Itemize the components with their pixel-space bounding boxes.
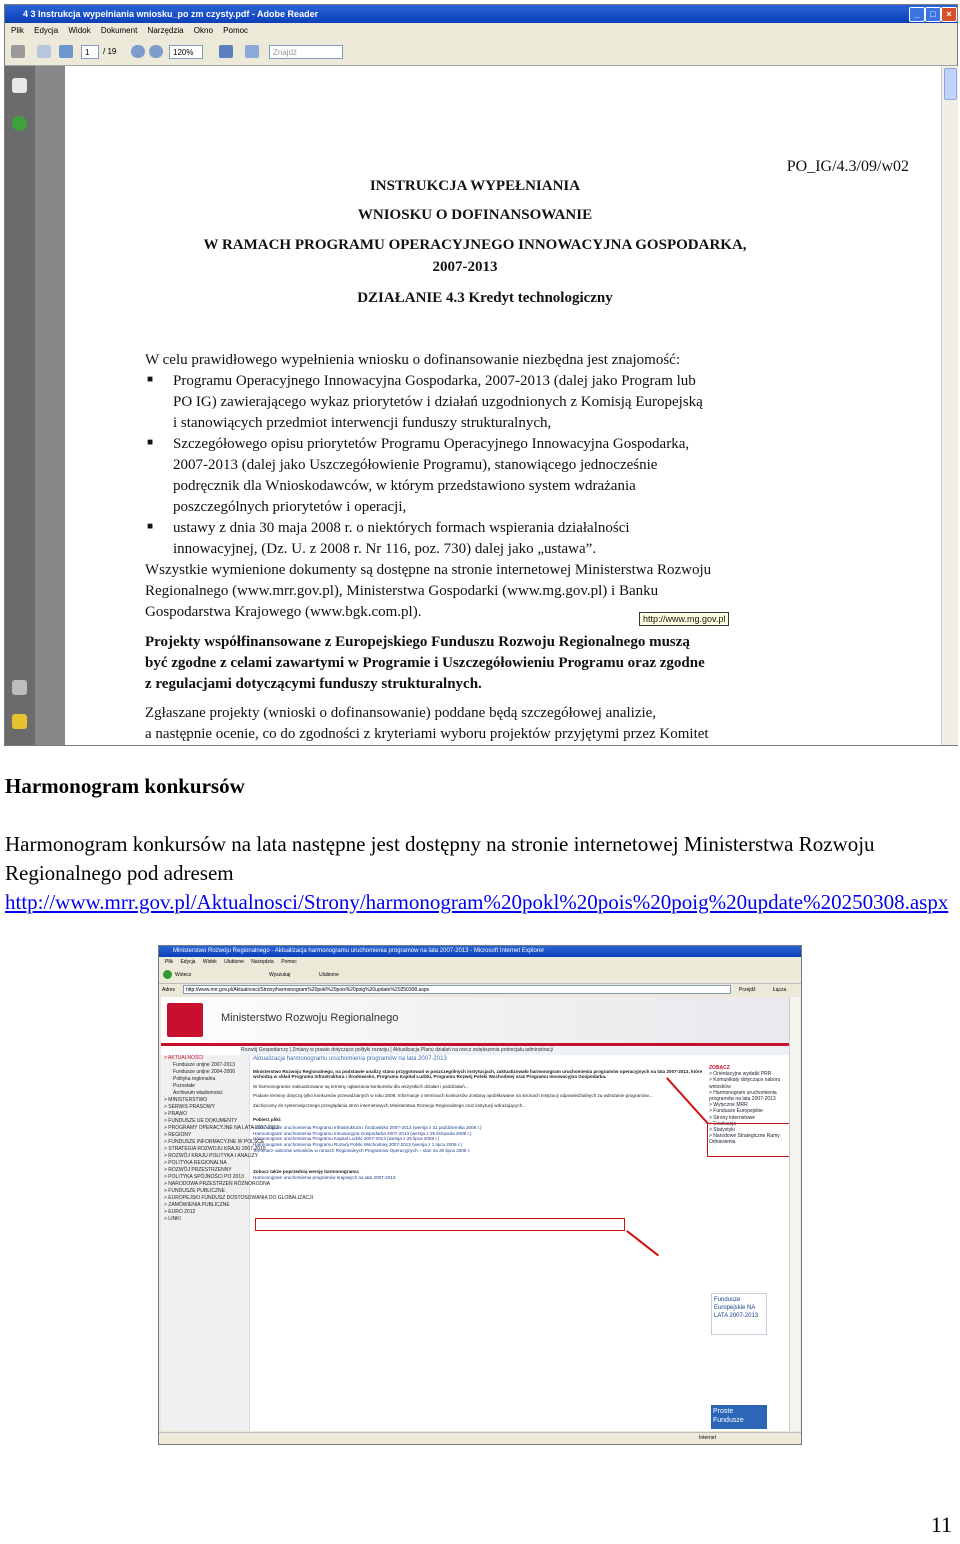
menu-item-window[interactable]: Okno	[193, 26, 213, 35]
go-button[interactable]: Przejdź	[739, 987, 756, 993]
minimize-icon[interactable]: _	[909, 7, 925, 22]
main-paragraph: Podane terminy dotyczą tylko konkursów przewidzianych w roku 2008. Informacje o terminach konkursów zostaną opublikowane na stronach instytucji odpowiedzialnych za wdrażanie programów...	[253, 1093, 653, 1099]
fit-page-icon[interactable]	[219, 45, 233, 58]
eu-funds-banner[interactable]: Fundusze Europejskie NA LATA 2007-2013	[711, 1293, 767, 1335]
previous-version-link[interactable]: Harmonogram uruchomienia programów krajowych na lata 2007-2013	[253, 1174, 396, 1180]
pdf-intro: W celu prawidłowego wypełnienia wniosku o dofinansowanie niezbędna jest znajomość:	[145, 352, 680, 368]
bullet-icon: ■	[147, 374, 154, 385]
zoom-field[interactable]: 120%	[169, 45, 203, 59]
menu-item-document[interactable]: Dokument	[100, 26, 138, 35]
left-menu-item[interactable]: > ROZWÓJ PRZESTRZENNY	[164, 1167, 232, 1173]
left-menu-item[interactable]: > SERWIS PRASOWY	[164, 1104, 215, 1110]
bullet-icon: ■	[147, 437, 154, 448]
site-top-navigation[interactable]: Rozwój Gospodarczy | Zmiany w prawie dotyczące polityki rozwoju | Aktualizacja Planu działań na rzecz zwiększenia potencjału administracji	[241, 1046, 789, 1055]
file-link-innowacyjna-gospodarka[interactable]: Harmonogram uruchomienia Programu Innowacyjna Gospodarka 2007-2013 (wersja z 25 listopada 2008 r.)	[253, 1130, 472, 1136]
left-menu-item[interactable]: > PROGRAMY OPERACYJNE NA LATA 2007-2013	[164, 1125, 279, 1131]
left-menu-item[interactable]: > FUNDUSZE UE DOKUMENTY	[164, 1118, 238, 1124]
pdf-title-line-3: W RAMACH PROGRAMU OPERACYJNEGO INNOWACYJNA GOSPODARKA,	[203, 237, 747, 253]
pdf-page	[65, 66, 941, 745]
ie-menu-file[interactable]: Plik	[165, 959, 174, 965]
document-code: PO_IG/4.3/09/w02	[786, 158, 909, 175]
ie-status-bar	[159, 1432, 801, 1444]
search-button[interactable]: Wyszukaj	[269, 972, 291, 978]
left-menu-item[interactable]: > FUNDUSZE PUBLICZNE	[164, 1188, 225, 1194]
harmonogram-link[interactable]: http://www.mrr.gov.pl/Aktualnosci/Strony/harmonogram%20pokl%20pois%20poig%20update%20250308.aspx	[5, 890, 949, 914]
pdf-bullet-line: podręcznik dla Wnioskodawców, w którym przedstawiono system wdrażania	[173, 478, 636, 494]
left-menu-item[interactable]: > AKTUALNOŚCI	[164, 1055, 204, 1061]
menu-item-edit[interactable]: Edycja	[34, 26, 59, 35]
left-menu-item[interactable]: > FUNDUSZE INFORMACYJNE W POLSCE	[164, 1139, 265, 1145]
ie-menu-tools[interactable]: Narzędzia	[251, 959, 274, 965]
full-screen-icon[interactable]	[245, 45, 259, 58]
site-right-column	[709, 1055, 787, 1431]
reader-navigation-sidebar	[5, 66, 35, 745]
pdf-bullet-line: poszczególnych priorytetów i operacji,	[173, 499, 407, 515]
page-heading: Aktualizacja harmonogramu uruchomienia programów na lata 2007-2013	[253, 1056, 447, 1062]
pdf-title-line-5: DZIAŁANIE 4.3 Kredyt technologiczny	[357, 290, 613, 306]
pdf-body-line: Gospodarstwa Krajowego (www.bgk.com.pl).	[145, 604, 422, 620]
find-field[interactable]: Znajdź	[269, 45, 343, 59]
pdf-body-line: a następnie ocenie, co do zgodności z kryteriami wyboru projektów przyjętymi przez Komitet	[145, 726, 709, 742]
left-menu-item[interactable]: > ROZWÓJ KRAJU POLITYKA I ANALIZY	[164, 1153, 259, 1159]
reader-gutter	[35, 66, 65, 745]
ie-vertical-scrollbar[interactable]	[789, 997, 800, 1431]
file-link[interactable]: Harmonogram uruchomienia Programu Rozwój Polski Wschodniej 2007-2013 (wersja z 1 lipca 2008 r.)	[253, 1141, 462, 1147]
pdf-bullet-line: 2007-2013 (dalej jako Uszczegółowienie Programu), stanowiącego jednocześnie	[173, 457, 658, 473]
pdf-bullet-line: PO IG) zawierającego wykaz priorytetów i działań uzgodnionych z Komisją Europejską	[173, 394, 703, 410]
file-link[interactable]: Terminarz naborów wniosków w ramach Regionalnych Programów Operacyjnych – stan na 30 lipca 2008 r.	[253, 1147, 471, 1153]
left-menu-item[interactable]: > LINKI	[164, 1216, 181, 1222]
right-link[interactable]: > Fundusze Europejskie	[709, 1108, 763, 1115]
pdf-bold-line: być zgodne z celami zawartymi w Programie i Uszczegółowieniu Programu oraz zgodne	[145, 655, 705, 671]
print-icon[interactable]	[11, 45, 25, 58]
attachment-icon[interactable]	[12, 680, 27, 695]
paragraph-text: Harmonogram konkursów na lata następne jest dostępny na stronie internetowej Ministerstwa Rozwoju Regionalnego pod adresem	[5, 832, 875, 885]
close-icon[interactable]: ×	[941, 7, 957, 22]
left-menu-item[interactable]: > EURO 2012	[164, 1209, 196, 1215]
link-tooltip: http://www.mg.gov.pl	[639, 612, 729, 626]
left-menu-item[interactable]: > POLITYKA SPÓJNOŚCI PO 2013	[164, 1174, 244, 1180]
pdf-bullet-line: innowacyjnej, (Dz. U. z 2008 r. Nr 116, poz. 730) dalej jako „ustawa”.	[173, 541, 597, 557]
section-heading: Harmonogram konkursów	[5, 774, 245, 798]
right-link[interactable]: > Narodowe Strategiczne Ramy Odniesienia	[709, 1133, 780, 1146]
ie-menu-bar	[159, 957, 801, 967]
right-link[interactable]: > Wytyczne MRR	[709, 1102, 748, 1109]
left-menu-item[interactable]: > EUROPEJSKI FUNDUSZ DOSTOSOWANIA DO GLOBALIZACJI	[164, 1195, 314, 1201]
left-menu-item[interactable]: Fundusze unijne 2004-2006	[173, 1069, 235, 1075]
favorites-button[interactable]: Ulubione	[319, 972, 339, 978]
pdf-bold-line: z regulacjami dotyczącymi funduszy strukturalnych.	[145, 676, 482, 692]
pdf-body-line: Regionalnego (www.mrr.gov.pl), Ministerstwa Gospodarki (www.mg.gov.pl) i Banku	[145, 583, 659, 599]
left-menu-item[interactable]: > POLITYKA REGIONALNA	[164, 1160, 227, 1166]
pdf-bullet-line: ustawy z dnia 30 maja 2008 r. o niektórych formach wspierania działalności	[173, 520, 630, 536]
main-paragraph: W harmonogramie zaktualizowane są terminy ogłaszania konkursów dla wszystkich działań i poddziałań...	[253, 1083, 469, 1089]
proste-fundusze-banner[interactable]: Proste Fundusze	[711, 1405, 767, 1429]
zoom-in-icon[interactable]	[149, 45, 163, 58]
internet-explorer-screenshot	[158, 945, 802, 1445]
page-total-label: / 19	[103, 47, 117, 56]
menu-item-tools[interactable]: Narzędzia	[147, 26, 184, 35]
right-link[interactable]: > Ewaluacja	[709, 1120, 737, 1127]
right-link[interactable]: > Statystyki	[709, 1127, 735, 1134]
reader-toolbar	[5, 39, 957, 66]
site-main-content	[253, 1057, 707, 1307]
reader-title-bar	[5, 5, 957, 23]
right-heading: ZOBACZ	[709, 1065, 730, 1071]
highlight-box-file	[255, 1218, 625, 1231]
pdf-title-line-1: INSTRUKCJA WYPEŁNIANIA	[369, 178, 581, 194]
pdf-body-line: Wszystkie wymienione dokumenty są dostępne na stronie internetowej Ministerstwa Rozwoju	[145, 562, 712, 578]
reader-vertical-scrollbar[interactable]	[941, 66, 958, 745]
scrollbar-thumb[interactable]	[944, 68, 957, 100]
right-link-harmonogram[interactable]: > Harmonogram uruchomienia programów na lata 2007-2013	[709, 1089, 777, 1103]
menu-item-view[interactable]: Widok	[68, 26, 91, 35]
page-number: 11	[930, 1512, 952, 1537]
back-button[interactable]: Wstecz	[175, 972, 192, 978]
pdf-body-line: Zgłaszane projekty (wnioski o dofinansowanie) poddane będą szczegółowej analizie,	[145, 705, 657, 721]
comments-icon[interactable]	[12, 714, 27, 729]
pdf-bullet-line: Szczegółowego opisu priorytetów Programu Operacyjnego Innowacyjna Gospodarka,	[173, 436, 690, 452]
pdf-title-line-2: WNIOSKU O DOFINANSOWANIE	[357, 207, 593, 223]
pdf-title-line-4: 2007-2013	[432, 259, 498, 275]
previous-page-icon[interactable]	[37, 45, 51, 58]
links-label: Łącza	[773, 987, 787, 993]
left-menu-item[interactable]: Polityka regionalna	[173, 1076, 216, 1082]
help-icon[interactable]	[12, 116, 27, 131]
highlight-box-right	[707, 1120, 795, 1157]
left-menu-item[interactable]: Pozostałe	[173, 1083, 195, 1089]
eagle-emblem-icon	[167, 1003, 203, 1037]
left-menu-item[interactable]: > MINISTERSTWO	[164, 1097, 208, 1103]
site-name: Ministerstwo Rozwoju Regionalnego	[221, 1012, 399, 1024]
right-link[interactable]: > Strony internetowe	[709, 1114, 755, 1121]
menu-item-help[interactable]: Pomoc	[223, 26, 249, 35]
left-menu-item[interactable]: > PRAWO	[164, 1111, 188, 1117]
maximize-icon[interactable]: □	[925, 7, 941, 22]
back-icon[interactable]	[163, 970, 172, 979]
reader-menu-bar	[5, 23, 957, 39]
adobe-reader-screenshot	[4, 4, 958, 746]
main-paragraph: Ministerstwo Rozwoju Regionalnego, na podstawie analizy stanu przygotowań w poszczególnych instytucjach, zaktualizowało harmonogram uruchomienia programów operacyjnych na lata 2007-2013, które wchodzą w skład Programu Infrastruktura i Środowisko, Programu Kapitał Ludzki, Programu Rozwój Polski Wschodniej oraz Programu Innowacyjna Gospodarka.	[253, 1068, 703, 1080]
left-menu-item[interactable]: > ZAMÓWIENIA PUBLICZNE	[164, 1202, 230, 1208]
right-link[interactable]: > Komunikaty dotyczące naboru wniosków	[709, 1077, 781, 1090]
address-label: Adres	[162, 987, 176, 993]
address-field[interactable]: http://www.mrr.gov.pl/Aktualnosci/Strony/harmonogram%20pokl%20pois%20poig%20update%20250308.aspx	[183, 985, 731, 994]
body-paragraph	[5, 830, 957, 917]
files-heading: Pobierz pliki:	[253, 1116, 282, 1122]
status-zone: Internet	[699, 1435, 716, 1441]
web-page-content	[161, 997, 789, 1431]
ie-menu-favorites[interactable]: Ulubione	[224, 959, 244, 965]
left-menu-item[interactable]: Archiwum wiadomości	[173, 1090, 223, 1096]
left-menu-item[interactable]: > NARODOWA PRZESTRZEŃ RÓŻNORODNA	[164, 1181, 271, 1187]
ie-menu-help[interactable]: Pomoc	[281, 959, 297, 965]
left-menu-item[interactable]: > STRATEGIA ROZWOJU KRAJU 2007-2015	[164, 1146, 266, 1152]
main-paragraph: Zachęcamy do systematycznego przeglądania stron internetowych Ministerstwa Rozwoju Regionalnego oraz instytucji wdrażających...	[253, 1102, 526, 1108]
previous-version-heading: Zobacz także poprzednią wersję harmonogramu:	[253, 1169, 360, 1175]
file-link[interactable]: Harmonogram uruchomienia Programu Kapitał Ludzki 2007-2013 (wersja z 25 lipca 2008 r.)	[253, 1136, 440, 1142]
site-banner	[161, 997, 789, 1046]
pdf-bullet-line: i stanowiących przedmiot interwencji funduszy strukturalnych,	[173, 415, 552, 431]
left-menu-item[interactable]: Fundusze unijne 2007-2013	[173, 1062, 235, 1068]
pdf-bullet-line: Programu Operacyjnego Innowacyjna Gospodarka, 2007-2013 (dalej jako Program lub	[173, 373, 696, 389]
ie-menu-edit[interactable]: Edycja	[180, 959, 196, 965]
ie-menu-view[interactable]: Widok	[202, 959, 217, 965]
file-link[interactable]: Harmonogram uruchomienia Programu Infrastruktura i Środowisko 2007-2013 (wersja z 31 października 2008 r.)	[253, 1125, 482, 1131]
bullet-icon: ■	[147, 521, 154, 532]
zoom-out-icon[interactable]	[131, 45, 145, 58]
next-page-icon[interactable]	[59, 45, 73, 58]
ie-toolbar	[159, 967, 801, 984]
pages-icon[interactable]	[12, 78, 27, 93]
menu-item-file[interactable]: Plik	[11, 26, 24, 35]
page-number-field[interactable]: 1	[81, 45, 99, 59]
left-menu-item[interactable]: > REGIONY	[164, 1132, 192, 1138]
reader-window-title: 4 3 Instrukcja wypelniania wniosku_po zm czysty.pdf - Adobe Reader	[23, 9, 319, 19]
right-link[interactable]: > Orientacyjne wydatki PRR	[709, 1071, 772, 1078]
ie-address-bar	[159, 984, 801, 996]
ie-title-bar: Ministerstwo Rozwoju Regionalnego - Aktualizacja harmonogramu uruchomienia programów na lata 2007-2013 - Microsoft Internet Explorer	[159, 946, 801, 957]
pdf-bold-line: Projekty współfinansowane z Europejskiego Funduszu Rozwoju Regionalnego muszą	[145, 634, 690, 650]
